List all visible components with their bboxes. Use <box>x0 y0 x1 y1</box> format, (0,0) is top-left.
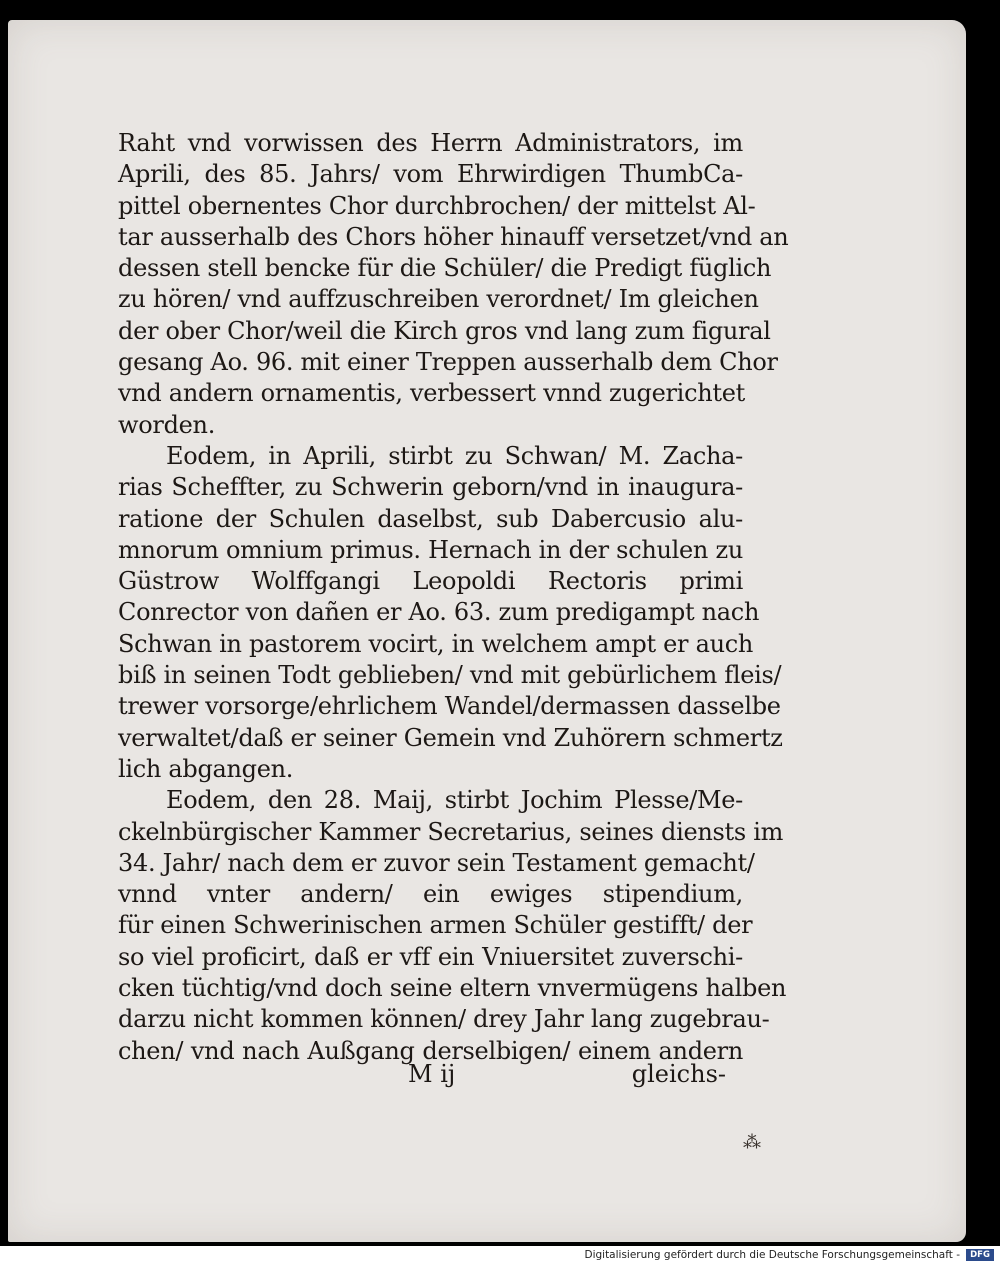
text-line: trewer vorsorge/ehrlichem Wandel/dermassen dasselbe <box>118 692 781 721</box>
text-line: verwaltet/daß er seiner Gemein vnd Zuhörern schmertz <box>118 723 783 752</box>
signature-mark: M ij <box>408 1060 456 1088</box>
text-line: Conrector von dañen er Ao. 63. zum predigampt nach <box>118 598 760 627</box>
text-line: so viel proficirt, daß er vff ein Vniuersitet zuverschi- <box>118 942 743 971</box>
text-line: Eodem, in Aprili, stirbt zu Schwan/ M. Zacha- <box>166 441 743 470</box>
text-line: mnorum omnium primus. Hernach in der schulen zu <box>118 535 743 564</box>
text-line: vnd andern ornamentis, verbessert vnnd zugerichtet <box>118 379 745 408</box>
page-body-text <box>118 128 789 1067</box>
text-line: gesang Ao. 96. mit einer Treppen ausserhalb dem Chor <box>118 348 778 377</box>
text-line: ratione der Schulen daselbst, sub Dabercusio alu- <box>118 504 743 533</box>
text-line: pittel obernentes Chor durchbrochen/ der mittelst Al- <box>118 191 756 220</box>
text-line: tar ausserhalb des Chors höher hinauff versetzet/vnd an <box>118 222 789 251</box>
text-line: für einen Schwerinischen armen Schüler gestifft/ der <box>118 911 753 940</box>
text-line: 34. Jahr/ nach dem er zuvor sein Testament gemacht/ <box>118 848 755 877</box>
footer-credit: Digitalisierung gefördert durch die Deutsche Forschungsgemeinschaft - <box>584 1249 960 1261</box>
text-line: ckelnbürgischer Kammer Secretarius, seines diensts im <box>118 817 784 846</box>
text-line: zu hören/ vnd auffzuschreiben verordnet/ Im gleichen <box>118 285 759 314</box>
text-line: chen/ vnd nach Außgang derselbigen/ einem andern <box>118 1036 743 1065</box>
text-line: darzu nicht kommen können/ drey Jahr lang zugebrau- <box>118 1005 770 1034</box>
text-line: biß in seinen Todt geblieben/ vnd mit gebürlichem fleis/ <box>118 661 782 690</box>
text-line: rias Scheffter, zu Schwerin geborn/vnd in inaugura- <box>118 473 743 502</box>
text-line: cken tüchtig/vnd doch seine eltern vnvermügens halben <box>118 974 787 1003</box>
text-line: vnnd vnter andern/ ein ewiges stipendium, <box>118 880 743 909</box>
ink-smudge-mark: ⁂ <box>743 1132 761 1153</box>
text-line: Güstrow Wolffgangi Leopoldi Rectoris primi <box>118 567 743 596</box>
text-line: der ober Chor/weil die Kirch gros vnd lang zum figural <box>118 316 771 345</box>
text-line: Aprili, des 85. Jahrs/ vom Ehrwirdigen ThumbCa- <box>118 160 743 189</box>
dfg-logo: DFG <box>966 1249 994 1261</box>
page-sheet <box>8 20 966 1242</box>
text-line: Schwan in pastorem vocirt, in welchem ampt er auch <box>118 629 754 658</box>
text-line: Raht vnd vorwissen des Herrn Administrators, im <box>118 129 743 157</box>
text-line: dessen stell bencke für die Schüler/ die Predigt füglich <box>118 254 772 283</box>
catchword: gleichs- <box>631 1060 726 1088</box>
page-foot-line <box>118 1060 726 1092</box>
digitization-footer <box>0 1246 1000 1264</box>
text-line: lich abgangen. <box>118 754 294 783</box>
text-line: worden. <box>118 410 216 439</box>
text-line: Eodem, den 28. Maij, stirbt Jochim Plesse/Me- <box>166 786 743 815</box>
